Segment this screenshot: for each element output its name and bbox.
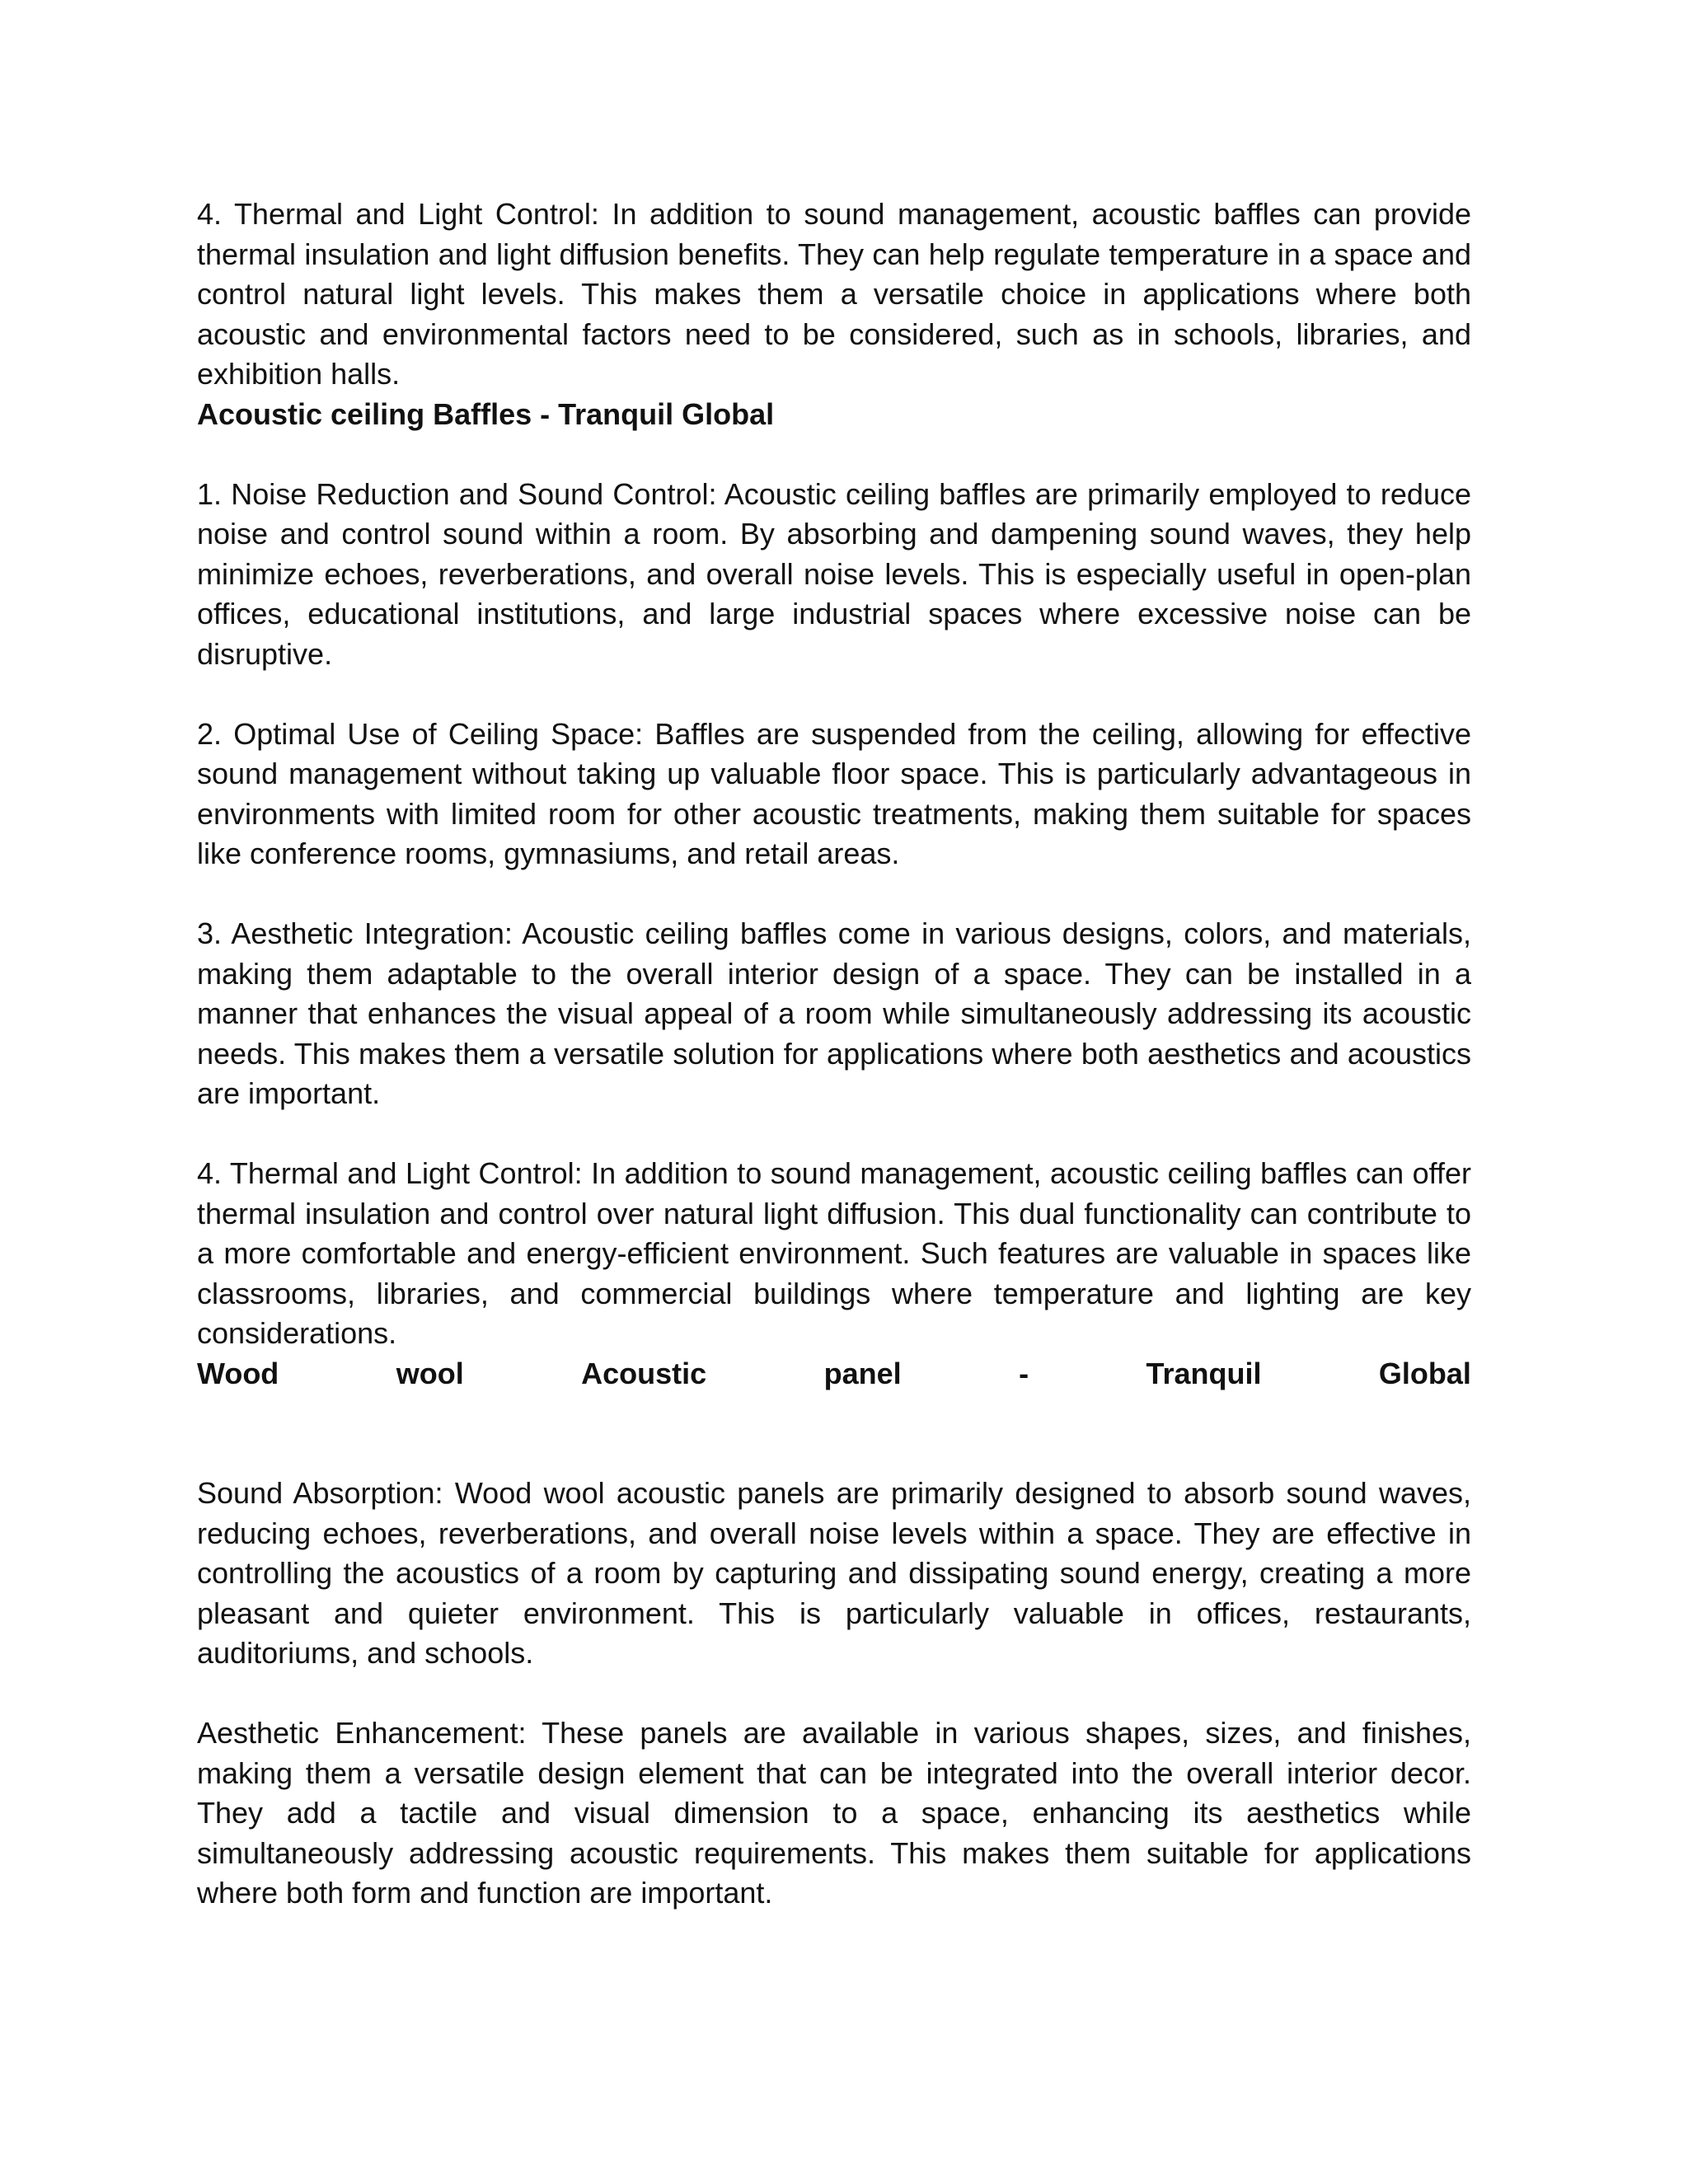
heading-word: Acoustic <box>581 1356 707 1390</box>
heading-word: Tranquil <box>1146 1356 1262 1390</box>
paragraph-sound-absorption: Sound Absorption: Wood wool acoustic panels are primarily designed to absorb sound waves, reducing echoes, reverberations, and overall noise levels within a space. They are effective in controlling the acoustics of a room by capturing and dissipating sound energy, creating a more pleasant and quieter environment. This is particularly valuable in offices, restaurants, auditoriums, and schools. <box>197 1476 1471 1670</box>
paragraph-ceiling-space: 2. Optimal Use of Ceiling Space: Baffles are suspended from the ceiling, allowing for effective sound management without taking up valuable floor space. This is particularly advantageous in environments with limited room for other acoustic treatments, making them suitable for spaces like conference rooms, gymnasiums, and retail areas. <box>197 716 1471 870</box>
heading-word: - <box>1019 1356 1029 1390</box>
heading-word: wool <box>396 1356 464 1390</box>
paragraph-aesthetic-enhancement: Aesthetic Enhancement: These panels are available in various shapes, sizes, and finishes, making them a versatile design element that can be integrated into the overall interior decor. They add a tactile and visual dimension to a space, enhancing its aesthetics while simultaneously addressing acoustic requirements. This makes them suitable for applications where both form and function are important. <box>197 1716 1471 1910</box>
section-heading-ceiling-baffles: Acoustic ceiling Baffles - Tranquil Global <box>197 396 775 431</box>
heading-word: panel <box>823 1356 902 1390</box>
heading-word: Wood <box>197 1356 279 1390</box>
document-page <box>197 194 1471 1914</box>
paragraph-thermal-light-ceiling: 4. Thermal and Light Control: In addition to sound management, acoustic ceiling baffles can offer thermal insulation and control over natural light diffusion. This dual functionality can contribute to a more comfortable and energy-efficient environment. Such features are valuable in spaces like classrooms, libraries, and commercial buildings where temperature and lighting are key considerations. <box>197 1156 1471 1350</box>
paragraph-thermal-light-baffles: 4. Thermal and Light Control: In addition to sound management, acoustic baffles can provide thermal insulation and light diffusion benefits. They can help regulate temperature in a space and control natural light levels. This makes them a versatile choice in applications where both acoustic and environmental factors need to be considered, such as in schools, libraries, and exhibition halls. <box>197 197 1471 391</box>
paragraph-noise-reduction: 1. Noise Reduction and Sound Control: Acoustic ceiling baffles are primarily employed to reduce noise and control sound within a room. By absorbing and dampening sound waves, they help minimize echoes, reverberations, and overall noise levels. This is especially useful in open-plan offices, educational institutions, and large industrial spaces where excessive noise can be disruptive. <box>197 476 1471 671</box>
heading-word: Global <box>1378 1356 1471 1390</box>
section-heading-wood-wool <box>197 1354 1471 1394</box>
paragraph-aesthetic-integration: 3. Aesthetic Integration: Acoustic ceiling baffles come in various designs, colors, and materials, making them adaptable to the overall interior design of a space. They can be installed in a manner that enhances the visual appeal of a room while simultaneously addressing its acoustic needs. This makes them a versatile solution for applications where both aesthetics and acoustics are important. <box>197 916 1471 1110</box>
